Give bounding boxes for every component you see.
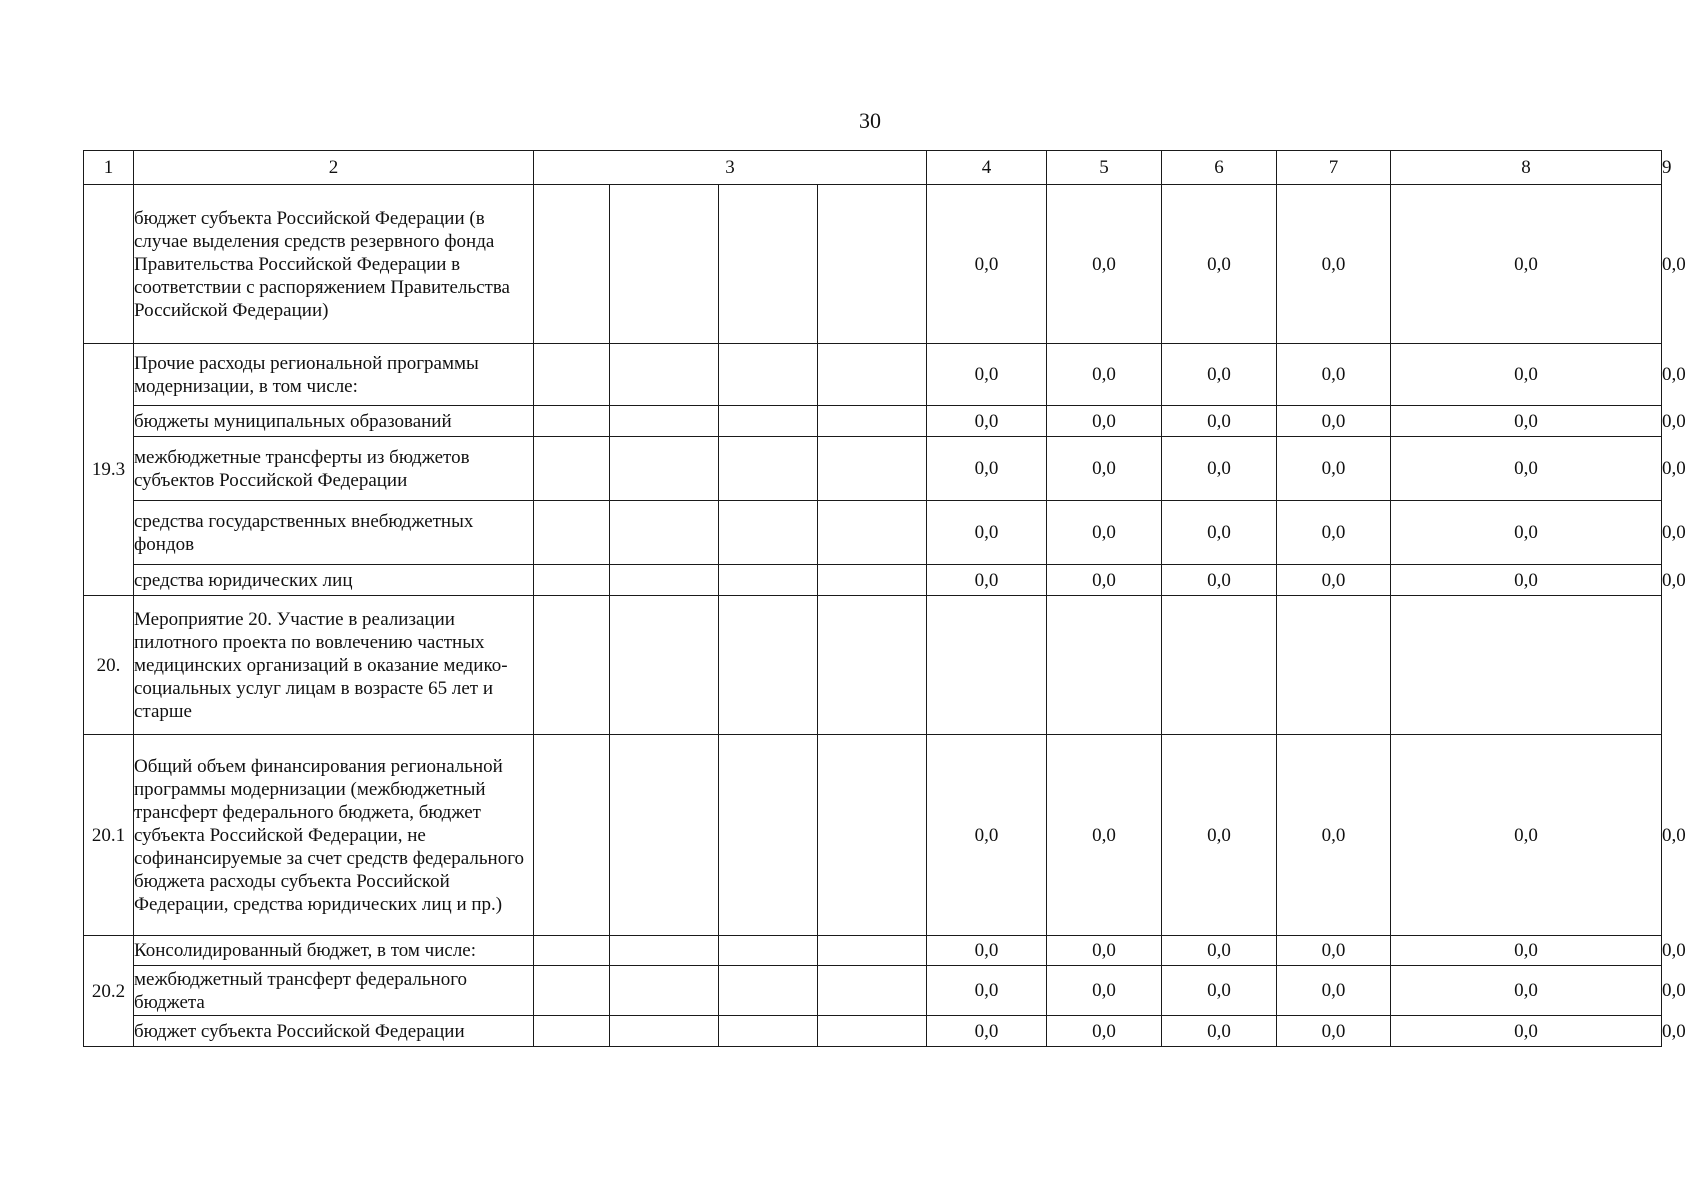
- blank-cell: [534, 437, 610, 501]
- blank-cell: [610, 936, 719, 966]
- blank-cell: [610, 185, 719, 344]
- value-cell: 0,0: [1277, 185, 1391, 344]
- value-cell: 0,0: [1162, 185, 1277, 344]
- value-cell: 0,0: [927, 735, 1047, 936]
- table-row: бюджеты муниципальных образований 0,0 0,0 0,0 0,0 0,0 0,0: [84, 406, 1662, 437]
- value-cell: 0,0: [927, 501, 1047, 565]
- blank-cell: [719, 565, 818, 596]
- row-description: межбюджетный трансферт федерального бюджета: [134, 966, 534, 1016]
- row-description: межбюджетные трансферты из бюджетов субъектов Российской Федерации: [134, 437, 534, 501]
- value-cell: 0,0: [1047, 501, 1162, 565]
- value-cell: 0,0: [1391, 966, 1662, 1016]
- blank-cell: [610, 501, 719, 565]
- blank-cell: [610, 1016, 719, 1047]
- value-cell: 0,0: [927, 344, 1047, 406]
- value-cell: 0,0: [1047, 437, 1162, 501]
- value-cell: [1162, 596, 1277, 735]
- value-cell: 0,0: [1391, 936, 1662, 966]
- value-cell: 0,0: [1162, 344, 1277, 406]
- row-description: Прочие расходы региональной программы модернизации, в том числе:: [134, 344, 534, 406]
- table-row: 20.1 Общий объем финансирования региональной программы модернизации (межбюджетный трансферт федерального бюджета, бюджет субъекта Российской Федерации, не софинансируемые за счет средств федерального бюджета расходы субъекта Российской Федерации, средства юридических лиц и пр.) 0,0 0,0 0,0 0,0 0,0 0,0: [84, 735, 1662, 936]
- blank-cell: [610, 735, 719, 936]
- value-cell: 0,0: [1162, 437, 1277, 501]
- value-cell: 0,0: [927, 406, 1047, 437]
- blank-cell: [534, 936, 610, 966]
- row-number: 20.: [84, 596, 134, 735]
- blank-cell: [719, 596, 818, 735]
- blank-cell: [818, 735, 927, 936]
- blank-cell: [534, 406, 610, 437]
- value-cell: 0,0: [1391, 185, 1662, 344]
- value-cell: 0,0: [1277, 565, 1391, 596]
- blank-cell: [818, 185, 927, 344]
- value-cell: 0,0: [1391, 501, 1662, 565]
- blank-cell: [818, 437, 927, 501]
- header-cell: 6: [1162, 151, 1277, 185]
- table-row: бюджет субъекта Российской Федерации 0,0 0,0 0,0 0,0 0,0 0,0: [84, 1016, 1662, 1047]
- blank-cell: [610, 344, 719, 406]
- budget-table: [83, 150, 1686, 1047]
- value-cell: 0,0: [927, 966, 1047, 1016]
- blank-cell: [719, 185, 818, 344]
- value-cell: 0,0: [1391, 735, 1662, 936]
- value-cell: 0,0: [1047, 344, 1162, 406]
- blank-cell: [610, 406, 719, 437]
- value-cell: 0,0: [1162, 966, 1277, 1016]
- blank-cell: [610, 565, 719, 596]
- table-row: 20.2 Консолидированный бюджет, в том числе: 0,0 0,0 0,0 0,0 0,0 0,0: [84, 936, 1662, 966]
- blank-cell: [818, 344, 927, 406]
- header-cell: 5: [1047, 151, 1162, 185]
- value-cell: [927, 596, 1047, 735]
- table-header-row: 1 2 3 4 5 6 7 8 9: [84, 151, 1662, 185]
- blank-cell: [719, 735, 818, 936]
- blank-cell: [610, 437, 719, 501]
- value-cell: 0,0: [1162, 936, 1277, 966]
- value-cell: 0,0: [1277, 406, 1391, 437]
- value-cell: 0,0: [927, 185, 1047, 344]
- row-number: 19.3: [84, 344, 134, 596]
- value-cell: 0,0: [1047, 406, 1162, 437]
- table-row: [84, 596, 1662, 735]
- row-number: 20.1: [84, 735, 134, 936]
- table-row: бюджет субъекта Российской Федерации (в случае выделения средств резервного фонда Правительства Российской Федерации в соответствии с распоряжением Правительства Российской Федерации) 0,0 0,0 0,0 0,0 0,0 0,0: [84, 185, 1662, 344]
- blank-cell: [818, 936, 927, 966]
- value-cell: 0,0: [927, 1016, 1047, 1047]
- blank-cell: [818, 966, 927, 1016]
- value-cell: 0,0: [1047, 565, 1162, 596]
- blank-cell: [534, 565, 610, 596]
- value-cell: 0,0: [1047, 936, 1162, 966]
- value-cell: [1047, 596, 1162, 735]
- blank-cell: [610, 596, 719, 735]
- row-number: 20.2: [84, 936, 134, 1047]
- value-cell: 0,0: [1277, 1016, 1391, 1047]
- row-description: Мероприятие 20. Участие в реализации пилотного проекта по вовлечению частных медицинских организаций в оказание медико-социальных услуг лицам в возрасте 65 лет и старше: [134, 596, 534, 735]
- value-cell: 0,0: [1162, 1016, 1277, 1047]
- value-cell: [1391, 596, 1662, 735]
- blank-cell: [534, 501, 610, 565]
- value-cell: 0,0: [1391, 1016, 1662, 1047]
- value-cell: 0,0: [1047, 185, 1162, 344]
- value-cell: 0,0: [1277, 344, 1391, 406]
- blank-cell: [534, 1016, 610, 1047]
- header-cell: 4: [927, 151, 1047, 185]
- page-number: 30: [859, 108, 881, 133]
- row-description: средства юридических лиц: [134, 565, 534, 596]
- value-cell: 0,0: [1277, 501, 1391, 565]
- value-cell: 0,0: [1391, 565, 1662, 596]
- row-description: средства государственных внебюджетных фондов: [134, 501, 534, 565]
- value-cell: 0,0: [1047, 735, 1162, 936]
- header-cell: 7: [1277, 151, 1391, 185]
- row-description: бюджет субъекта Российской Федерации: [134, 1016, 534, 1047]
- blank-cell: [818, 596, 927, 735]
- blank-cell: [534, 596, 610, 735]
- blank-cell: [719, 1016, 818, 1047]
- row-number: [84, 185, 134, 344]
- blank-cell: [719, 936, 818, 966]
- header-cell: 8: [1391, 151, 1662, 185]
- row-description: бюджеты муниципальных образований: [134, 406, 534, 437]
- value-cell: 0,0: [1047, 966, 1162, 1016]
- blank-cell: [719, 501, 818, 565]
- row-description: бюджет субъекта Российской Федерации (в случае выделения средств резервного фонда Правительства Российской Федерации в соответствии с распоряжением Правительства Российской Федерации): [134, 185, 534, 344]
- table-row: средства юридических лиц 0,0 0,0 0,0 0,0 0,0 0,0: [84, 565, 1662, 596]
- value-cell: 0,0: [927, 565, 1047, 596]
- header-cell: 3: [534, 151, 927, 185]
- value-cell: 0,0: [1162, 565, 1277, 596]
- blank-cell: [719, 437, 818, 501]
- table-row: межбюджетный трансферт федерального бюджета 0,0 0,0 0,0 0,0 0,0 0,0: [84, 966, 1662, 1016]
- table-row: 19.3 Прочие расходы региональной программы модернизации, в том числе: 0,0 0,0 0,0 0,0 0,0 0,0: [84, 344, 1662, 406]
- value-cell: 0,0: [1277, 437, 1391, 501]
- value-cell: 0,0: [1277, 966, 1391, 1016]
- header-cell: 1: [84, 151, 134, 185]
- blank-cell: [818, 1016, 927, 1047]
- value-cell: 0,0: [1162, 406, 1277, 437]
- blank-cell: [534, 735, 610, 936]
- row-description: Общий объем финансирования региональной программы модернизации (межбюджетный трансферт федерального бюджета, бюджет субъекта Российской Федерации, не софинансируемые за счет средств федерального бюджета расходы субъекта Российской Федерации, средства юридических лиц и пр.): [134, 735, 534, 936]
- value-cell: 0,0: [1162, 501, 1277, 565]
- blank-cell: [719, 406, 818, 437]
- value-cell: 0,0: [1277, 735, 1391, 936]
- value-cell: 0,0: [927, 437, 1047, 501]
- table-row: средства государственных внебюджетных фондов 0,0 0,0 0,0 0,0 0,0 0,0: [84, 501, 1662, 565]
- value-cell: [1277, 596, 1391, 735]
- blank-cell: [534, 344, 610, 406]
- value-cell: 0,0: [1162, 735, 1277, 936]
- row-description: Консолидированный бюджет, в том числе:: [134, 936, 534, 966]
- value-cell: 0,0: [1391, 437, 1662, 501]
- value-cell: 0,0: [1277, 936, 1391, 966]
- blank-cell: [818, 565, 927, 596]
- value-cell: 0,0: [1391, 406, 1662, 437]
- blank-cell: [818, 406, 927, 437]
- blank-cell: [818, 501, 927, 565]
- value-cell: 0,0: [1047, 1016, 1162, 1047]
- blank-cell: [719, 966, 818, 1016]
- table-row: межбюджетные трансферты из бюджетов субъектов Российской Федерации 0,0 0,0 0,0 0,0 0,0 0,0: [84, 437, 1662, 501]
- blank-cell: [610, 966, 719, 1016]
- blank-cell: [534, 966, 610, 1016]
- value-cell: 0,0: [927, 936, 1047, 966]
- value-cell: 0,0: [1391, 344, 1662, 406]
- blank-cell: [534, 185, 610, 344]
- blank-cell: [719, 344, 818, 406]
- header-cell: 2: [134, 151, 534, 185]
